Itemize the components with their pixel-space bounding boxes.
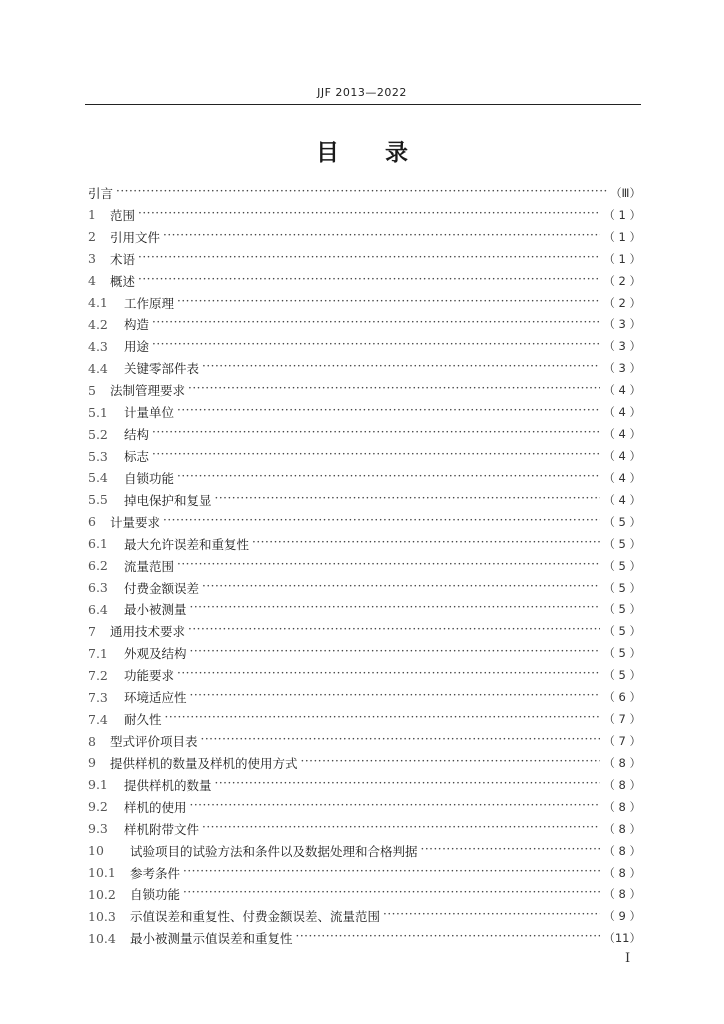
toc-entry[interactable] bbox=[88, 927, 641, 949]
toc-entry-title: 计量单位 bbox=[124, 405, 175, 421]
toc-entry-page: （ 8 ） bbox=[603, 843, 641, 858]
dot-leader bbox=[177, 296, 600, 310]
toc-entry-title: 用途 bbox=[124, 339, 150, 355]
dot-leader bbox=[163, 515, 600, 529]
dot-leader bbox=[183, 866, 600, 880]
dot-leader bbox=[163, 230, 600, 244]
toc-entry-title: 功能要求 bbox=[124, 668, 175, 684]
toc-entry[interactable] bbox=[88, 248, 641, 270]
toc-entry-number: 5.2 bbox=[88, 426, 108, 442]
toc-entry-title: 样机的使用 bbox=[124, 799, 187, 815]
toc-entry-number: 10.1 bbox=[88, 865, 116, 881]
toc-entry-page: （ 5 ） bbox=[603, 668, 641, 683]
toc-entry-number: 7.3 bbox=[88, 689, 108, 705]
dot-leader bbox=[201, 734, 601, 748]
document-code-header: JJF 2013—2022 bbox=[317, 86, 407, 99]
toc-entry[interactable] bbox=[88, 445, 641, 467]
toc-entry[interactable] bbox=[88, 642, 641, 664]
toc-entry-number: 9.2 bbox=[88, 799, 108, 815]
toc-entry[interactable] bbox=[88, 489, 641, 511]
toc-entry-title: 计量要求 bbox=[110, 514, 161, 530]
toc-entry-title: 术语 bbox=[110, 251, 136, 267]
toc-entry-number: 6.3 bbox=[88, 580, 108, 596]
toc-entry[interactable] bbox=[88, 423, 641, 445]
toc-entry-page: （ 5 ） bbox=[603, 536, 641, 551]
toc-entry-title: 参考条件 bbox=[130, 865, 181, 881]
toc-entry-title: 外观及结构 bbox=[124, 646, 187, 662]
toc-entry[interactable] bbox=[88, 182, 641, 204]
header-rule bbox=[85, 104, 641, 105]
toc-entry-page: （ 8 ） bbox=[603, 865, 641, 880]
toc-entry-page: （ 7 ） bbox=[603, 734, 641, 748]
toc-entry-number: 3 bbox=[88, 251, 96, 267]
toc-entry-number: 10.3 bbox=[88, 908, 116, 924]
toc-entry[interactable] bbox=[88, 401, 641, 423]
dot-leader bbox=[138, 252, 600, 266]
toc-entry-title: 付费金额误差 bbox=[124, 580, 200, 596]
dot-leader bbox=[188, 624, 600, 638]
page-folio: I bbox=[625, 951, 631, 966]
toc-entry-title: 关键零部件表 bbox=[124, 361, 200, 377]
toc-entry-title: 样机附带文件 bbox=[124, 821, 200, 837]
toc-entry[interactable] bbox=[88, 577, 641, 599]
dot-leader bbox=[215, 778, 601, 792]
toc-entry-title: 流量范围 bbox=[124, 558, 175, 574]
toc-entry-title: 引用文件 bbox=[110, 229, 161, 245]
table-of-contents bbox=[88, 182, 641, 949]
toc-entry-page: （11） bbox=[603, 931, 641, 946]
dot-leader bbox=[152, 427, 600, 441]
toc-entry-page: （ 5 ） bbox=[603, 514, 641, 529]
toc-entry-number: 4 bbox=[88, 273, 96, 289]
toc-entry[interactable] bbox=[88, 686, 641, 708]
toc-entry[interactable] bbox=[88, 752, 641, 774]
toc-entry[interactable] bbox=[88, 840, 641, 862]
dot-leader bbox=[215, 493, 601, 507]
dot-leader bbox=[116, 186, 607, 200]
toc-entry-page: （ 5 ） bbox=[603, 580, 641, 595]
toc-entry[interactable] bbox=[88, 818, 641, 840]
toc-entry-number: 9.1 bbox=[88, 777, 108, 793]
dot-leader bbox=[177, 471, 600, 485]
toc-entry-page: （ 8 ） bbox=[603, 799, 641, 814]
dot-leader bbox=[252, 537, 600, 551]
toc-entry[interactable] bbox=[88, 664, 641, 686]
toc-entry-title: 自锁功能 bbox=[130, 887, 181, 903]
dot-leader bbox=[190, 800, 601, 814]
toc-entry-title: 最小被测量 bbox=[124, 602, 187, 618]
toc-entry-page: （ 3 ） bbox=[603, 361, 641, 376]
toc-entry-page: （ 9 ） bbox=[603, 909, 641, 924]
dot-leader bbox=[138, 208, 600, 222]
toc-entry-number: 7.4 bbox=[88, 711, 108, 727]
toc-entry-page: （ 8 ） bbox=[603, 777, 641, 792]
toc-entry[interactable] bbox=[88, 467, 641, 489]
toc-entry-number: 5.4 bbox=[88, 470, 108, 486]
toc-entry-page: （ 5 ） bbox=[603, 558, 641, 573]
toc-entry-number: 10.2 bbox=[88, 886, 116, 902]
toc-entry[interactable] bbox=[88, 511, 641, 533]
toc-entry-title: 构造 bbox=[124, 317, 150, 333]
toc-entry-title: 耐久性 bbox=[124, 712, 162, 728]
toc-entry-title: 自锁功能 bbox=[124, 470, 175, 486]
toc-entry-number: 10.4 bbox=[88, 930, 116, 946]
toc-entry[interactable] bbox=[88, 204, 641, 226]
toc-entry-title: 工作原理 bbox=[124, 295, 175, 311]
dot-leader bbox=[383, 909, 600, 923]
dot-leader bbox=[202, 361, 600, 375]
toc-entry-number: 7.1 bbox=[88, 645, 108, 661]
toc-entry[interactable] bbox=[88, 796, 641, 818]
toc-entry-page: （ 6 ） bbox=[603, 690, 641, 705]
toc-entry-number: 4.2 bbox=[88, 316, 108, 332]
toc-entry-title: 结构 bbox=[124, 427, 150, 443]
toc-entry-number: 7.2 bbox=[88, 667, 108, 683]
toc-entry-page: （ 2 ） bbox=[603, 273, 641, 288]
toc-entry[interactable] bbox=[88, 270, 641, 292]
toc-entry[interactable] bbox=[88, 226, 641, 248]
dot-leader bbox=[190, 602, 601, 616]
dot-leader bbox=[301, 756, 601, 770]
toc-entry-number: 9.3 bbox=[88, 821, 108, 837]
toc-entry-page: （ 7 ） bbox=[603, 712, 641, 727]
toc-entry-title: 最小被测量示值误差和重复性 bbox=[130, 931, 293, 947]
toc-entry-page: （ 5 ） bbox=[603, 646, 641, 661]
toc-entry-page: （ 8 ） bbox=[603, 821, 641, 836]
toc-entry-page: （ 1 ） bbox=[603, 229, 641, 244]
dot-leader bbox=[202, 822, 600, 836]
toc-entry-number: 4.3 bbox=[88, 338, 108, 354]
toc-entry-page: （ 4 ） bbox=[603, 405, 641, 420]
toc-entry-number: 2 bbox=[88, 229, 96, 245]
toc-entry-number: 6.4 bbox=[88, 601, 108, 617]
toc-entry-number: 6 bbox=[88, 514, 96, 530]
toc-entry-title: 最大允许误差和重复性 bbox=[124, 536, 250, 552]
toc-entry-page: （ 8 ） bbox=[603, 887, 641, 902]
toc-entry-title: 试验项目的试验方法和条件以及数据处理和合格判据 bbox=[130, 843, 418, 859]
toc-entry[interactable] bbox=[88, 774, 641, 796]
toc-entry-page: （ 4 ） bbox=[603, 427, 641, 442]
dot-leader bbox=[177, 405, 600, 419]
toc-entry-number: 9 bbox=[88, 755, 96, 771]
toc-entry[interactable] bbox=[88, 708, 641, 730]
toc-entry[interactable] bbox=[88, 730, 641, 752]
toc-entry-page: （ 4 ） bbox=[603, 449, 641, 464]
toc-entry[interactable] bbox=[88, 905, 641, 927]
toc-entry-number: 4.4 bbox=[88, 360, 108, 376]
toc-entry-page: （ 3 ） bbox=[603, 339, 641, 354]
dot-leader bbox=[152, 339, 600, 353]
toc-entry-title: 范围 bbox=[110, 207, 136, 223]
dot-leader bbox=[296, 931, 601, 945]
dot-leader bbox=[177, 559, 600, 573]
toc-entry-number: 5 bbox=[88, 382, 96, 398]
toc-entry[interactable] bbox=[88, 357, 641, 379]
toc-entry-page: （ 8 ） bbox=[603, 755, 641, 770]
dot-leader bbox=[421, 844, 601, 858]
toc-entry[interactable] bbox=[88, 335, 641, 357]
toc-entry-page: （ 5 ） bbox=[603, 602, 641, 617]
dot-leader bbox=[188, 383, 600, 397]
toc-entry-page: （ 2 ） bbox=[603, 295, 641, 310]
toc-entry-page: （ 1 ） bbox=[603, 207, 641, 222]
toc-entry[interactable] bbox=[88, 884, 641, 906]
toc-entry-number: 4.1 bbox=[88, 295, 108, 311]
toc-entry-title: 示值误差和重复性、付费金额误差、流量范围 bbox=[130, 909, 381, 925]
toc-entry-number: 8 bbox=[88, 733, 96, 749]
toc-entry-number: 5.3 bbox=[88, 448, 108, 464]
toc-entry[interactable] bbox=[88, 292, 641, 314]
dot-leader bbox=[138, 274, 600, 288]
toc-entry-title: 环境适应性 bbox=[124, 690, 187, 706]
toc-entry-title: 引言 bbox=[88, 185, 114, 201]
dot-leader bbox=[152, 449, 600, 463]
dot-leader bbox=[202, 581, 600, 595]
toc-entry-title: 提供样机的数量及样机的使用方式 bbox=[110, 755, 298, 771]
toc-entry-title: 掉电保护和复显 bbox=[124, 492, 212, 508]
toc-entry-page: （ 4 ） bbox=[603, 383, 641, 398]
toc-entry[interactable] bbox=[88, 555, 641, 577]
toc-entry[interactable] bbox=[88, 314, 641, 336]
toc-entry[interactable] bbox=[88, 379, 641, 401]
toc-entry-title: 标志 bbox=[124, 449, 150, 465]
toc-entry-number: 5.5 bbox=[88, 492, 108, 508]
dot-leader bbox=[152, 317, 600, 331]
toc-entry-title: 概述 bbox=[110, 273, 136, 289]
toc-entry-title: 法制管理要求 bbox=[110, 383, 186, 399]
toc-entry-number: 1 bbox=[88, 207, 96, 223]
toc-entry-page: （ 4 ） bbox=[603, 492, 641, 507]
dot-leader bbox=[165, 712, 601, 726]
dot-leader bbox=[183, 887, 600, 901]
toc-entry-title: 提供样机的数量 bbox=[124, 777, 212, 793]
toc-entry-page: （Ⅲ） bbox=[610, 185, 641, 200]
toc-entry-number: 6.2 bbox=[88, 558, 108, 574]
toc-entry-page: （ 1 ） bbox=[603, 251, 641, 266]
dot-leader bbox=[190, 690, 601, 704]
toc-entry-page: （ 5 ） bbox=[603, 624, 641, 639]
page-title: 目 录 bbox=[316, 140, 408, 166]
toc-entry-number: 7 bbox=[88, 623, 96, 639]
toc-entry[interactable] bbox=[88, 533, 641, 555]
toc-entry-number: 6.1 bbox=[88, 536, 108, 552]
toc-entry-title: 通用技术要求 bbox=[110, 624, 186, 640]
toc-entry-number: 10 bbox=[88, 843, 104, 859]
toc-entry-page: （ 4 ） bbox=[603, 470, 641, 485]
toc-entry-page: （ 3 ） bbox=[603, 317, 641, 332]
toc-entry[interactable] bbox=[88, 862, 641, 884]
dot-leader bbox=[190, 646, 601, 660]
toc-entry-number: 5.1 bbox=[88, 404, 108, 420]
toc-entry-title: 型式评价项目表 bbox=[110, 734, 198, 749]
dot-leader bbox=[177, 668, 600, 682]
toc-entry[interactable] bbox=[88, 599, 641, 621]
toc-entry[interactable] bbox=[88, 620, 641, 642]
